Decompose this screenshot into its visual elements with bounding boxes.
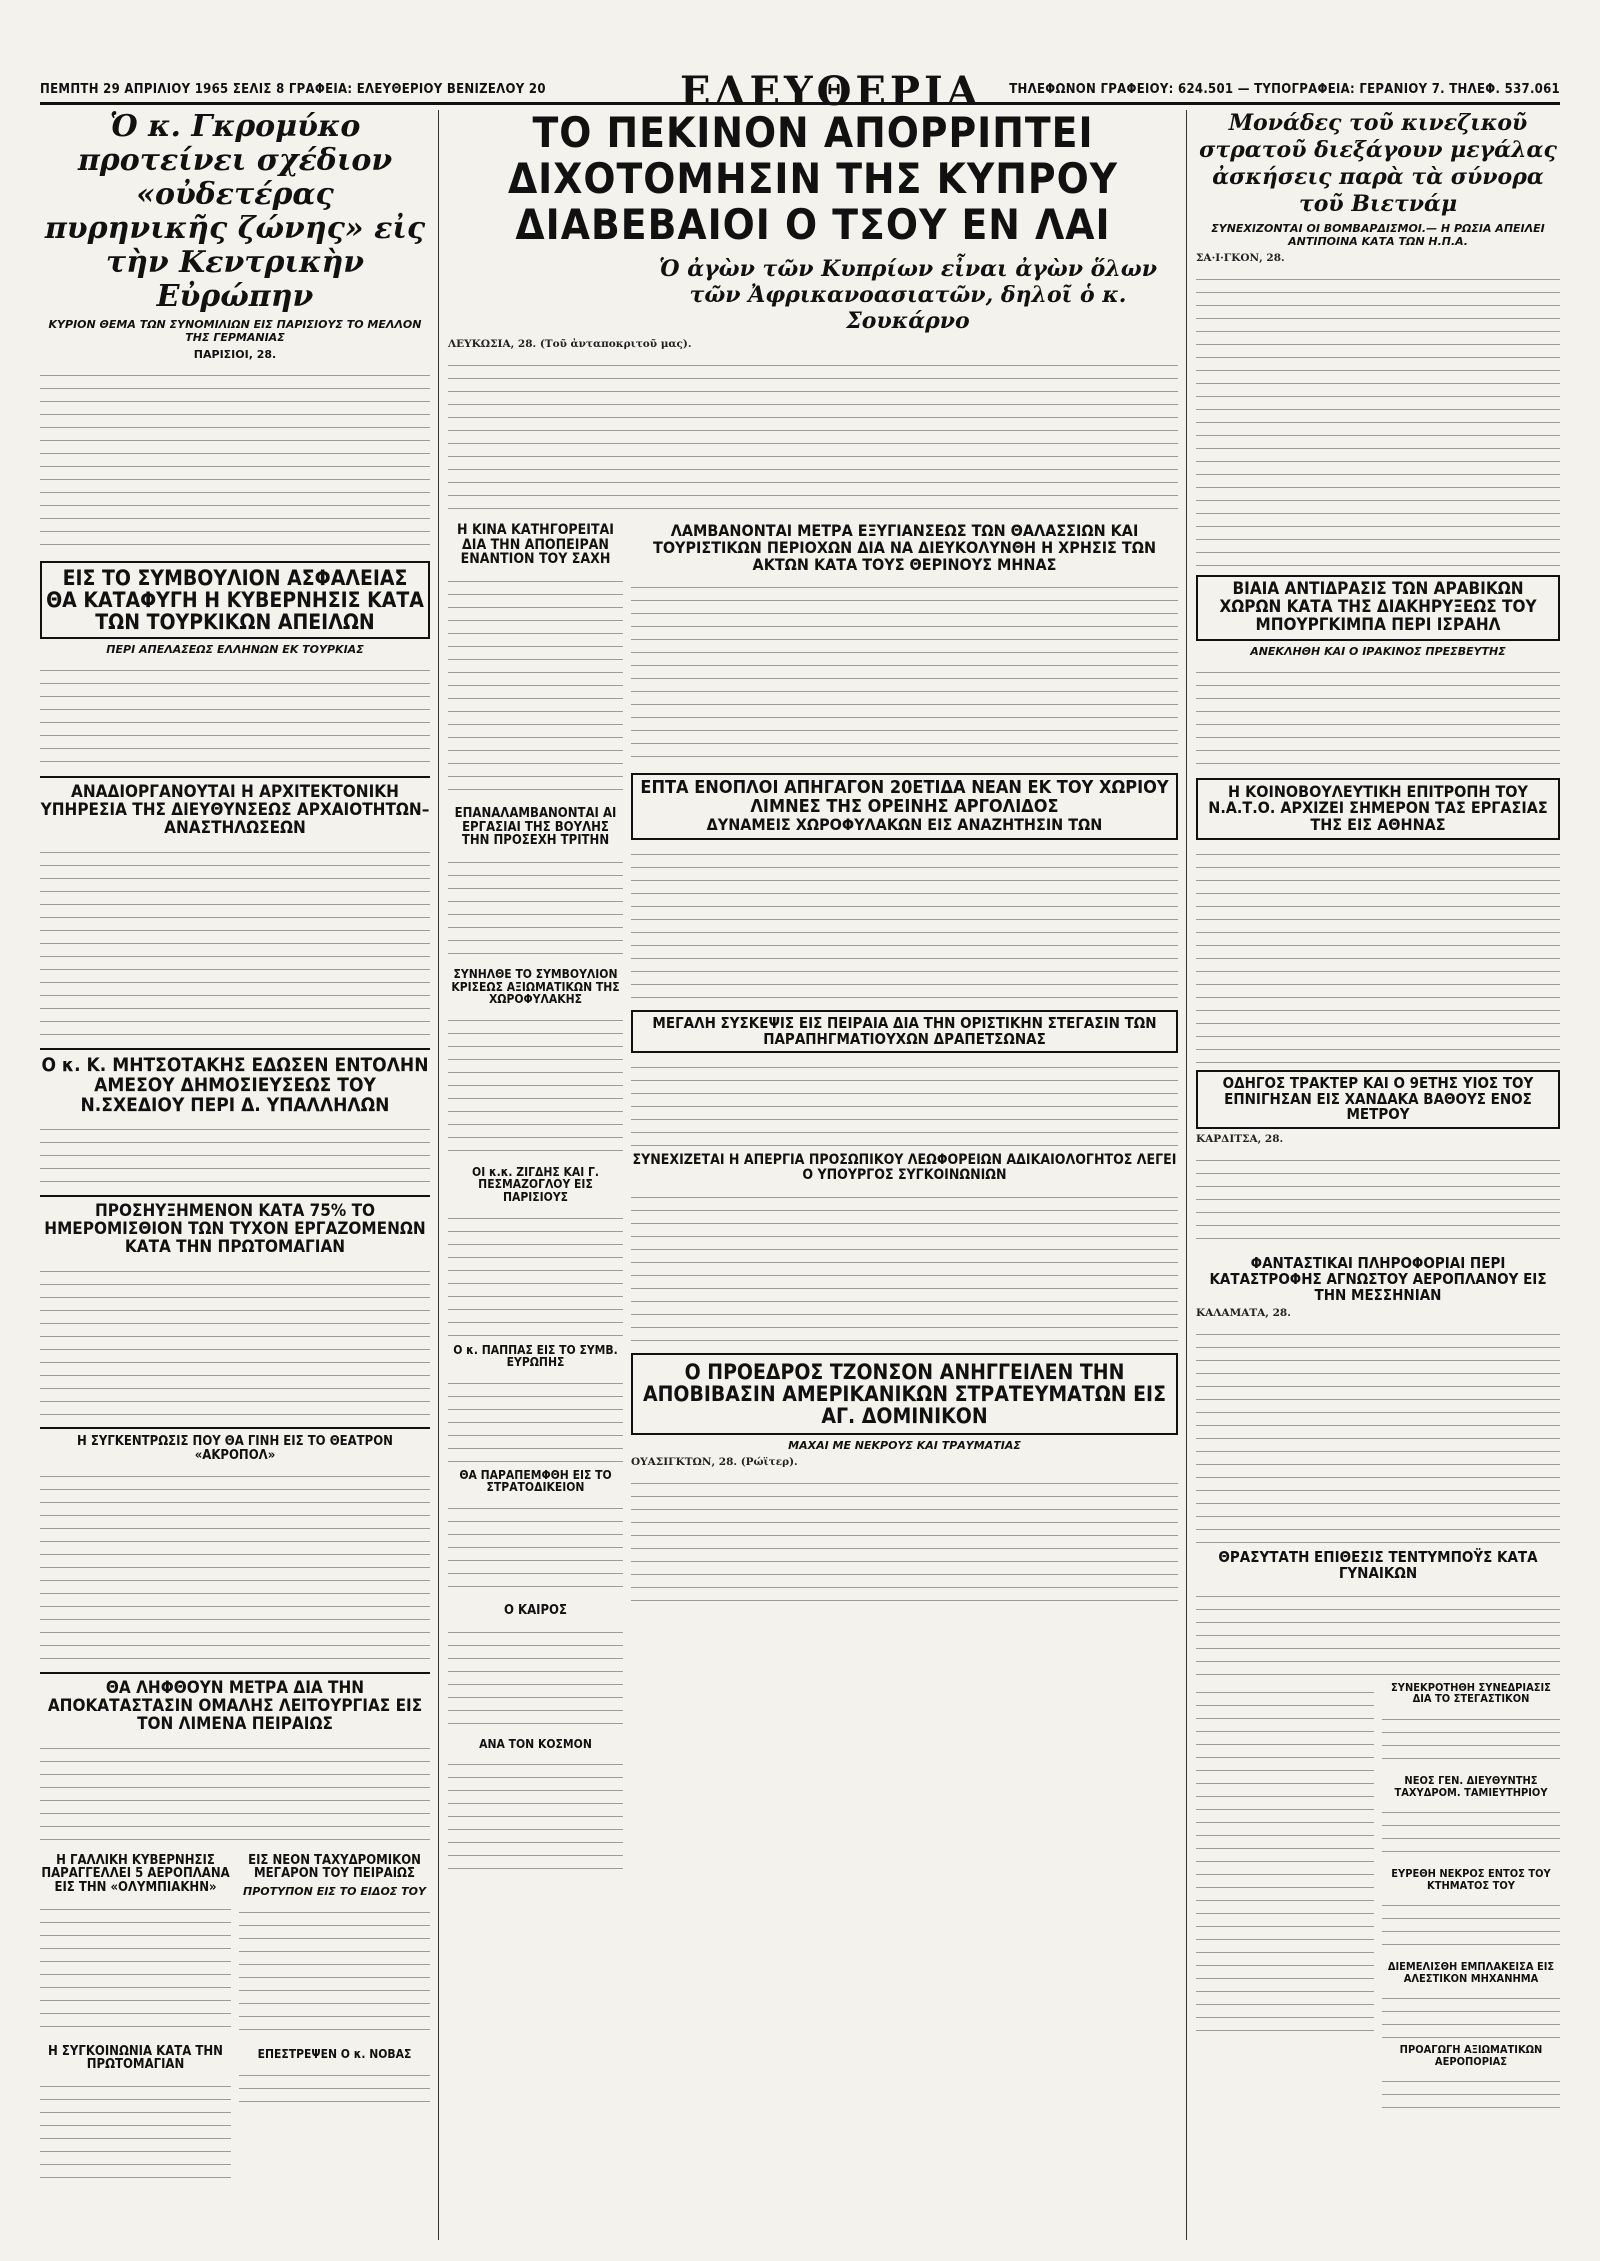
johnson-box <box>631 1353 1178 1435</box>
olympic-body <box>40 1899 231 2039</box>
military-headline: ΘΑ ΠΑΡΑΠΕΜΦΘΗ ΕΙΣ ΤΟ ΣΤΡΑΤΟΔΙΚΕΙΟΝ <box>459 1467 612 1495</box>
johnson-body <box>631 1473 1178 1613</box>
right-column <box>1196 110 1560 2111</box>
blaze-body <box>1382 1988 1560 2038</box>
nato-box <box>1196 778 1560 840</box>
architecture-headline: ΑΝΑΔΙΟΡΓΑΝΟΥΤΑΙ Η ΑΡΧΙΤΕΚΤΟΝΙΚΗ ΥΠΗΡΕΣΙΑ ΤΗΣ ΔΙΕΥΘΥΝΣΕΩΣ ΑΡΧΑΙΟΤΗΤΩΝ–ΑΝΑΣΤΗΛΩΣΕΩΝ <box>40 782 430 838</box>
gangsters-body <box>631 844 1178 1004</box>
olympic-headline: Η ΓΑΛΛΙΚΗ ΚΥΒΕΡΝΗΣΙΣ ΠΑΡΑΓΓΕΛΛΕΙ 5 ΑΕΡΟΠΛΑΝΑ ΕΙΣ ΤΗΝ «ΟΛΥΜΠΙΑΚΗΝ» <box>41 1852 230 1896</box>
tripoli-headline: ΕΠΑΝΑΛΑΜΒΑΝΟΝΤΑΙ ΑΙ ΕΡΓΑΣΙΑΙ ΤΗΣ ΒΟΥΛΗΣ ΤΗΝ ΠΡΟΣΕΧΗ ΤΡΙΤΗΝ <box>454 806 617 849</box>
divider <box>40 1427 430 1429</box>
housing-body <box>1382 1709 1560 1769</box>
promotion-body <box>1382 2071 1560 2111</box>
divider <box>40 776 430 778</box>
postal-sub: ΠΡΟΤΥΠΟΝ ΕΙΣ ΤΟ ΕΙΔΟΣ ΤΟΥ <box>243 1885 426 1899</box>
weather-headline: Ο ΚΑΙΡΟΣ <box>504 1602 567 1618</box>
security-council-box <box>40 561 430 639</box>
architecture-body <box>40 842 430 1042</box>
newspaper-page <box>40 10 1560 2251</box>
tractor-headline: ΟΔΗΓΟΣ ΤΡΑΚΤΕΡ ΚΑΙ Ο 9ΕΤΗΣ ΥΙΟΣ ΤΟΥ ΕΠΝΙΓΗΣΑΝ ΕΙΣ ΧΑΝΔΑΚΑ ΒΑΘΟΥΣ ΕΝΟΣ ΜΕΤΡΟΥ <box>1222 1073 1534 1124</box>
sachs-body <box>448 571 623 801</box>
postal-director-headline: ΝΕΟΣ ΓΕΝ. ΔΙΕΥΘΥΝΤΗΣ ΤΑΧΥΔΡΟΜ. ΤΑΜΙΕΥΤΗΡΙΟΥ <box>1394 1774 1548 1799</box>
promotion-headline: ΠΡΟΑΓΩΓΗ ΑΞΙΩΜΑΤΙΚΩΝ ΑΕΡΟΠΟΡΙΑΣ <box>1399 2043 1543 2068</box>
refugees-box <box>631 1010 1178 1054</box>
zigdis-headline: ΟΙ κ.κ. ΖΙΓΔΗΣ ΚΑΙ Γ. ΠΕΣΜΑΖΟΓΛΟΥ ΕΙΣ ΠΑΡΙΣΙΟΥΣ <box>472 1164 599 1204</box>
refugees-body <box>631 1057 1178 1147</box>
crash-headline: ΦΑΝΤΑΣΤΙΚΑΙ ΠΛΗΡΟΦΟΡΙΑΙ ΠΕΡΙ ΚΑΤΑΣΤΡΟΦΗΣ ΑΓΝΩΣΤΟΥ ΑΕΡΟΠΛΑΝΟΥ ΕΙΣ ΤΗΝ ΜΕΣΣΗΝΙΑΝ <box>1209 1254 1547 1304</box>
pappas-headline: Ο κ. ΠΑΠΠΑΣ ΕΙΣ ΤΟ ΣΥΜΒ. ΕΥΡΩΠΗΣ <box>453 1342 618 1370</box>
novas-headline: ΕΠΕΣΤΡΕΨΕΝ Ο κ. ΝΟΒΑΣ <box>257 2047 412 2062</box>
teddy-headline: ΘΡΑΣΥΤΑΤΗ ΕΠΙΘΕΣΙΣ ΤΕΝΤΥΜΠΟΫΣ ΚΑΤΑ ΓΥΝΑΙΚΩΝ <box>1218 1548 1538 1583</box>
masthead-left-info: ΠΕΜΠΤΗ 29 ΑΠΡΙΛΙΟΥ 1965 ΣΕΛΙΣ 8 ΓΡΑΦΕΙΑ: ΕΛΕΥΘΕΡΙΟΥ ΒΕΝΙΖΕΛΟΥ 20 <box>40 82 546 97</box>
divider <box>40 1672 430 1674</box>
right-bottom-a <box>1196 1682 1374 2111</box>
peking-dateline: ΛΕΥΚΩΣΙΑ, 28. (Τοῦ ἀνταποκριτοῦ μας). <box>448 338 692 350</box>
column-rule <box>1186 110 1187 2240</box>
left-bottom-a <box>40 1854 231 2186</box>
akropol-body <box>40 1466 430 1666</box>
port-body <box>40 1738 430 1848</box>
left-column <box>40 110 430 2186</box>
beaches-headline: ΛΑΜΒΑΝΟΝΤΑΙ ΜΕΤΡΑ ΕΞΥΓΙΑΝΣΕΩΣ ΤΩΝ ΘΑΛΑΣΣΙΩΝ ΚΑΙ ΤΟΥΡΙΣΤΙΚΩΝ ΠΕΡΙΟΧΩΝ ΔΙΑ ΝΑ ΔΙΕΥΚΟΛΥΝΘΗ Η ΧΡΗΣΙΣ ΤΩΝ ΑΚΤΩΝ ΚΑΤΑ ΤΟΥΣ ΘΕΡΙΝΟΥΣ ΜΗΝΑΣ <box>653 521 1156 574</box>
masthead-rule <box>40 102 1560 105</box>
tractor-box <box>1196 1070 1560 1129</box>
akropol-headline: Η ΣΥΓΚΕΝΤΡΩΣΙΣ ΠΟΥ ΘΑ ΓΙΝΗ ΕΙΣ ΤΟ ΘΕΑΤΡΟΝ «ΑΚΡΟΠΟΛ» <box>77 1434 393 1463</box>
gangsters-box <box>631 773 1178 840</box>
johnson-headline: Ο ΠΡΟΕΔΡΟΣ ΤΖΟΝΣΟΝ ΑΝΗΓΓΕΙΛΕΝ ΤΗΝ ΑΠΟΒΙΒΑΣΙΝ ΑΜΕΡΙΚΑΝΙΚΩΝ ΣΤΡΑΤΕΥΜΑΤΩΝ ΕΙΣ ΑΓ. ΔΟΜΙΝΙΚΟΝ <box>643 1359 1166 1428</box>
gangsters-sub: ΔΥΝΑΜΕΙΣ ΧΩΡΟΦΥΛΑΚΩΝ ΕΙΣ ΑΝΑΖΗΤΗΣΙΝ ΤΩΝ <box>706 815 1103 835</box>
vietnam-headline: Μονάδες τοῦ κινεζικοῦ στρατοῦ διεξάγουν μεγάλας ἀσκήσεις παρὰ τὰ σύνορα τοῦ Βιετνάμ <box>1199 110 1557 217</box>
arab-sub: ΑΝΕΚΛΗΘΗ ΚΑΙ Ο ΙΡΑΚΙΝΟΣ ΠΡΕΣΒΕΥΤΗΣ <box>1250 644 1506 658</box>
military-body <box>448 1498 623 1598</box>
corpse-headline: ΕΥΡΕΘΗ ΝΕΚΡΟΣ ΕΝΤΟΣ ΤΟΥ ΚΤΗΜΑΤΟΣ ΤΟΥ <box>1391 1867 1551 1892</box>
masthead-title: ΕΛΕΥΘΕΡΙΑ <box>680 68 982 115</box>
gromyko-body <box>40 365 430 555</box>
arab-headline: ΒΙΑΙΑ ΑΝΤΙΔΡΑΣΙΣ ΤΩΝ ΑΡΑΒΙΚΩΝ ΧΩΡΩΝ ΚΑΤΑ ΤΗΣ ΔΙΑΚΗΡΥΞΕΩΣ ΤΟΥ ΜΠΟΥΡΓΚΙΜΠΑ ΠΕΡΙ ΙΣΡΑΗΛ <box>1219 579 1537 635</box>
teddy-body <box>1196 1586 1560 1676</box>
gendarmerie-body <box>448 1010 623 1160</box>
novas-body <box>239 2065 430 2105</box>
gangsters-headline: ΕΠΤΑ ΕΝΟΠΛΟΙ ΑΠΗΓΑΓΟΝ 20ΕΤΙΔΑ ΝΕΑΝ ΕΚ ΤΟΥ ΧΩΡΙΟΥ ΛΙΜΝΕΣ ΤΗΣ ΟΡΕΙΝΗΣ ΑΡΓΟΛΙΔΟΣ <box>640 777 1169 818</box>
gromyko-headline: Ὁ κ. Γκρομύκο προτείνει σχέδιον «οὐδετέρας πυρηνικῆς ζώνης» εἰς τὴν Κεντρικὴν Εὐρώπην <box>44 109 426 314</box>
mitsotakis-headline: Ο κ. Κ. ΜΗΤΣΟΤΑΚΗΣ ΕΔΩΣΕΝ ΕΝΤΟΛΗΝ ΑΜΕΣΟΥ ΔΗΜΟΣΙΕΥΣΕΩΣ ΤΟΥ Ν.ΣΧΕΔΙΟΥ ΠΕΡΙ Δ. ΥΠΑΛΛΗΛΩΝ <box>41 1053 429 1116</box>
vietnam-sub: ΣΥΝΕΧΙΖΟΝΤΑΙ ΟΙ ΒΟΜΒΑΡΔΙΣΜΟΙ.— Η ΡΩΣΙΑ ΑΠΕΙΛΕΙ ΑΝΤΙΠΟΙΝΑ ΚΑΤΑ ΤΩΝ Η.Π.Α. <box>1211 222 1545 248</box>
weather-body <box>448 1622 623 1732</box>
peking-body <box>448 355 1178 515</box>
johnson-dateline: ΟΥΑΣΙΓΚΤΩΝ, 28. (Ρώϊτερ). <box>631 1455 798 1468</box>
traffic-body <box>40 2076 231 2186</box>
divider <box>40 1195 430 1197</box>
security-council-sub: ΠΕΡΙ ΑΠΕΛΑΣΕΩΣ ΕΛΛΗΝΩΝ ΕΚ ΤΟΥΡΚΙΑΣ <box>106 643 364 657</box>
column-rule <box>438 110 439 2240</box>
world-headline: ΑΝΑ ΤΟΝ ΚΟΣΜΟΝ <box>479 1736 592 1751</box>
right-bottom-split <box>1196 1682 1560 2111</box>
right-bottom-a-body <box>1196 1682 1374 2042</box>
beaches-body <box>631 577 1178 767</box>
arab-body <box>1196 662 1560 772</box>
housing-headline: ΣΥΝΕΚΡΟΤΗΘΗ ΣΥΝΕΔΡΙΑΣΙΣ ΔΙΑ ΤΟ ΣΤΕΓΑΣΤΙΚΟΝ <box>1391 1680 1551 1706</box>
bonus-headline: ΠΡΟΣΗΥΞΗΜΕΝΟΝ ΚΑΤΑ 75% ΤΟ ΗΜΕΡΟΜΙΣΘΙΟΝ ΤΩΝ ΤΥΧΟΝ ΕΡΓΑΖΟΜΕΝΩΝ ΚΑΤΑ ΤΗΝ ΠΡΩΤΟΜΑΓΙΑΝ <box>44 1201 426 1258</box>
postal-headline: ΕΙΣ ΝΕΟΝ ΤΑΧΥΔΡΟΜΙΚΟΝ ΜΕΓΑΡΟΝ ΤΟΥ ΠΕΙΡΑΙΩΣ <box>248 1852 421 1882</box>
masthead-right-info: ΤΗΛΕΦΩΝΟΝ ΓΡΑΦΕΙΟΥ: 624.501 — ΤΥΠΟΓΡΑΦΕΙΑ: ΓΕΡΑΝΙΟΥ 7. ΤΗΛΕΦ. 537.061 <box>1009 82 1560 97</box>
gromyko-sub: ΚΥΡΙΟΝ ΘΕΜΑ ΤΩΝ ΣΥΝΟΜΙΛΙΩΝ ΕΙΣ ΠΑΡΙΣΙΟΥΣ ΤΟ ΜΕΛΛΟΝ ΤΗΣ ΓΕΡΜΑΝΙΑΣ <box>48 318 422 344</box>
tripoli-body <box>448 852 623 962</box>
postal-body <box>239 1902 430 2042</box>
mitsotakis-body <box>40 1119 430 1189</box>
nato-body <box>1196 844 1560 1064</box>
bonus-body <box>40 1261 430 1421</box>
right-bottom-b <box>1382 1682 1560 2111</box>
peking-headline: ΤΟ ΠΕΚΙΝΟΝ ΑΠΟΡΡΙΠΤΕΙ ΔΙΧΟΤΟΜΗΣΙΝ ΤΗΣ ΚΥΠΡΟΥ ΔΙΑΒΕΒΑΙΟΙ Ο ΤΣΟΥ ΕΝ ΛΑΙ <box>507 108 1119 249</box>
world-body <box>448 1754 623 1874</box>
vietnam-body <box>1196 269 1560 569</box>
traffic-headline: Η ΣΥΓΚΟΙΝΩΝΙΑ ΚΑΤΑ ΤΗΝ ΠΡΩΤΟΜΑΓΙΑΝ <box>48 2043 223 2073</box>
postal-director-body <box>1382 1802 1560 1862</box>
vietnam-dateline: ΣΑ·Ι·ΓΚΟΝ, 28. <box>1196 252 1285 264</box>
refugees-headline: ΜΕΓΑΛΗ ΣΥΣΚΕΨΙΣ ΕΙΣ ΠΕΙΡΑΙΑ ΔΙΑ ΤΗΝ ΟΡΙΣΤΙΚΗΝ ΣΤΕΓΑΣΙΝ ΤΩΝ ΠΑΡΑΠΗΓΜΑΤΙΟΥΧΩΝ ΔΡΑΠΕΤΣΩΝΑΣ <box>652 1013 1157 1048</box>
sachs-headline: Η ΚΙΝΑ ΚΑΤΗΓΟΡΕΙΤΑΙ ΔΙΑ ΤΗΝ ΑΠΟΠΕΙΡΑΝ ΕΝΑΝΤΙΟΝ ΤΟΥ ΣΑΧΗ <box>457 522 614 568</box>
crash-dateline: ΚΑΛΑΜΑΤΑ, 28. <box>1196 1307 1291 1320</box>
center-col-a <box>448 523 623 1874</box>
tractor-body <box>1196 1150 1560 1250</box>
blaze-headline: ΔΙΕΜΕΛΙΣΘΗ ΕΜΠΛΑΚΕΙΣΑ ΕΙΣ ΑΛΕΣΤΙΚΟΝ ΜΗΧΑΝΗΜΑ <box>1387 1960 1555 1985</box>
tractor-dateline: ΚΑΡΔΙΤΣΑ, 28. <box>1196 1133 1284 1146</box>
nato-headline: Η ΚΟΙΝΟΒΟΥΛΕΥΤΙΚΗ ΕΠΙΤΡΟΠΗ ΤΟΥ Ν.Α.Τ.Ο. ΑΡΧΙΖΕΙ ΣΗΜΕΡΟΝ ΤΑΣ ΕΡΓΑΣΙΑΣ ΤΗΣ ΕΙΣ ΑΘΗΝΑΣ <box>1208 781 1548 835</box>
left-bottom-b <box>239 1854 430 2186</box>
peking-sub: Ὁ ἀγὼν τῶν Κυπρίων εἶναι ἀγὼν ὅλων τῶν Ἀφρικανοασιατῶν, δηλοῖ ὁ κ. Σουκάρνο <box>658 256 1157 334</box>
gromyko-dateline: ΠΑΡΙΣΙΟΙ, 28. <box>193 348 277 361</box>
bus-strike-body <box>631 1187 1178 1347</box>
left-bottom-split <box>40 1854 430 2186</box>
center-col-b <box>631 523 1178 1874</box>
crash-body <box>1196 1324 1560 1544</box>
port-headline: ΘΑ ΛΗΦΘΟΥΝ ΜΕΤΡΑ ΔΙΑ ΤΗΝ ΑΠΟΚΑΤΑΣΤΑΣΙΝ ΟΜΑΛΗΣ ΛΕΙΤΟΥΡΓΙΑΣ ΕΙΣ ΤΟΝ ΛΙΜΕΝΑ ΠΕΙΡΑΙΩΣ <box>47 1678 423 1734</box>
corpse-body <box>1382 1895 1560 1955</box>
arab-box <box>1196 575 1560 641</box>
gendarmerie-headline: ΣΥΝΗΛΘΕ ΤΟ ΣΥΜΒΟΥΛΙΟΝ ΚΡΙΣΕΩΣ ΑΞΙΩΜΑΤΙΚΩΝ ΤΗΣ ΧΩΡΟΦΥΛΑΚΗΣ <box>451 966 620 1007</box>
bus-strike-headline: ΣΥΝΕΧΙΖΕΤΑΙ Η ΑΠΕΡΓΙΑ ΠΡΟΣΩΠΙΚΟΥ ΛΕΩΦΟΡΕΙΩΝ ΑΔΙΚΑΙΟΛΟΓΗΤΟΣ ΛΕΓΕΙ Ο ΥΠΟΥΡΓΟΣ ΣΥΓΚΟΙΝΩΝΙΩΝ <box>632 1152 1177 1184</box>
center-column <box>448 110 1178 1874</box>
center-blocks <box>448 523 1178 1874</box>
zigdis-body <box>448 1208 623 1338</box>
security-council-headline: ΕΙΣ ΤΟ ΣΥΜΒΟΥΛΙΟΝ ΑΣΦΑΛΕΙΑΣ ΘΑ ΚΑΤΑΦΥΓΗ Η ΚΥΒΕΡΝΗΣΙΣ ΚΑΤΑ ΤΩΝ ΤΟΥΡΚΙΚΩΝ ΑΠΕΙΛΩΝ <box>46 566 424 635</box>
pappas-body <box>448 1373 623 1463</box>
johnson-sub: ΜΑΧΑΙ ΜΕ ΝΕΚΡΟΥΣ ΚΑΙ ΤΡΑΥΜΑΤΙΑΣ <box>788 1438 1021 1452</box>
security-council-body <box>40 660 430 770</box>
divider <box>40 1048 430 1050</box>
